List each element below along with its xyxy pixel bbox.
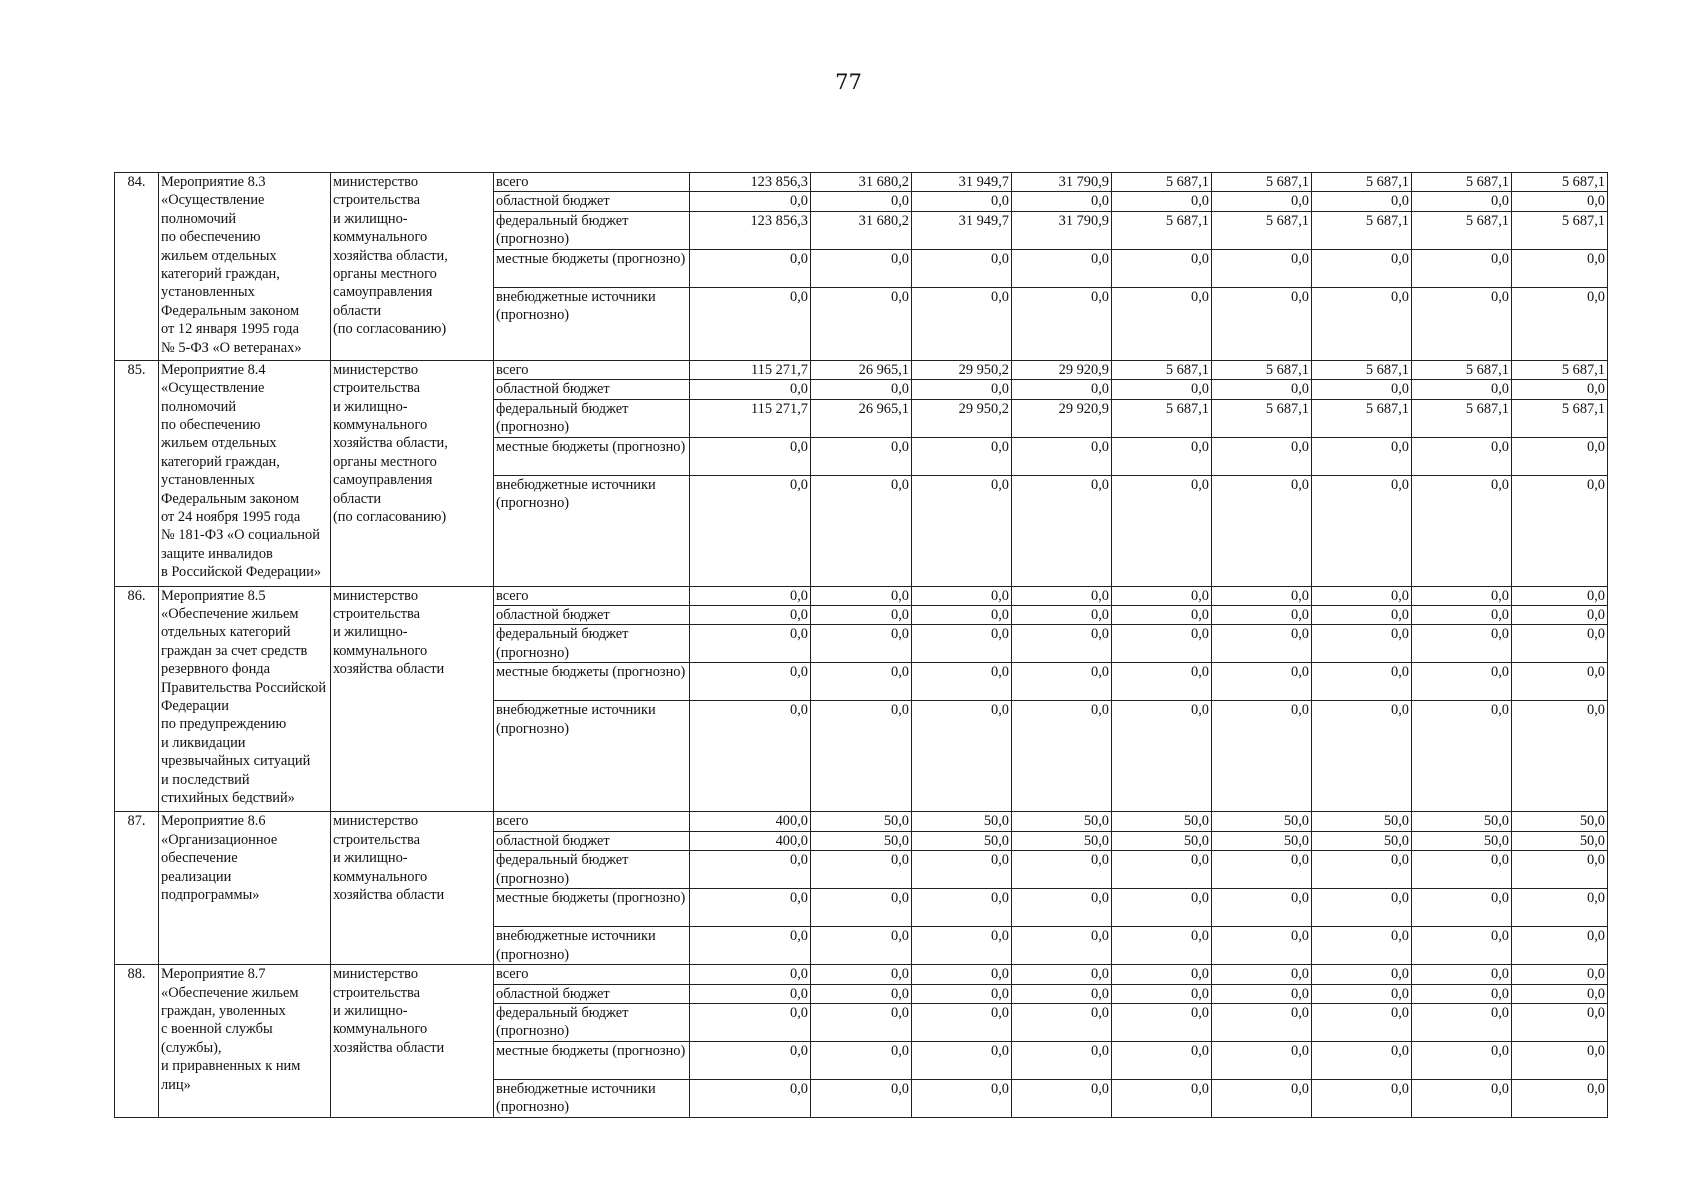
- amount-cell: 0,0: [912, 606, 1012, 625]
- amount-cell: 0,0: [1012, 625, 1112, 663]
- amount-cell: 0,0: [1112, 625, 1212, 663]
- funding-source: федеральный бюджет (прогнозно): [494, 1004, 690, 1042]
- amount-cell: 0,0: [1312, 586, 1412, 605]
- amount-cell: 0,0: [1512, 1042, 1608, 1080]
- amount-cell: 31 680,2: [811, 173, 912, 192]
- amount-cell: 0,0: [811, 192, 912, 211]
- amount-cell: 0,0: [811, 380, 912, 399]
- amount-cell: 0,0: [912, 984, 1012, 1003]
- amount-cell: 50,0: [811, 831, 912, 850]
- amount-cell: 0,0: [1012, 586, 1112, 605]
- amount-cell: 0,0: [690, 851, 811, 889]
- amount-cell: 0,0: [1112, 889, 1212, 927]
- amount-cell: 0,0: [1112, 701, 1212, 812]
- row-number: 86.: [115, 586, 159, 812]
- amount-cell: 115 271,7: [690, 360, 811, 379]
- amount-cell: 50,0: [1112, 812, 1212, 831]
- amount-cell: 5 687,1: [1212, 211, 1312, 249]
- executor: министерство строительства и жилищно- коммунального хозяйства области: [331, 812, 494, 965]
- amount-cell: 0,0: [912, 889, 1012, 927]
- amount-cell: 0,0: [690, 625, 811, 663]
- amount-cell: 0,0: [690, 984, 811, 1003]
- row-number: 88.: [115, 965, 159, 1118]
- amount-cell: 0,0: [690, 701, 811, 812]
- amount-cell: 0,0: [1112, 663, 1212, 701]
- executor: министерство строительства и жилищно- коммунального хозяйства области: [331, 965, 494, 1118]
- measure-name: Мероприятие 8.3 «Осуществление полномочий по обеспечению жильем отдельных категорий граждан, установленных Федеральным законом от 12 января 1995 года № 5-ФЗ «О ветеранах»: [159, 173, 331, 361]
- funding-source: федеральный бюджет (прогнозно): [494, 851, 690, 889]
- amount-cell: 5 687,1: [1112, 399, 1212, 437]
- amount-cell: 0,0: [1112, 475, 1212, 586]
- amount-cell: 5 687,1: [1412, 360, 1512, 379]
- amount-cell: 0,0: [1512, 249, 1608, 287]
- amount-cell: 0,0: [1512, 889, 1608, 927]
- amount-cell: 0,0: [1112, 437, 1212, 475]
- table-body: [115, 173, 1608, 1118]
- amount-cell: 0,0: [1112, 927, 1212, 965]
- amount-cell: 0,0: [1312, 249, 1412, 287]
- amount-cell: 0,0: [1512, 851, 1608, 889]
- funding-source: областной бюджет: [494, 831, 690, 850]
- amount-cell: 50,0: [1312, 812, 1412, 831]
- amount-cell: 0,0: [690, 663, 811, 701]
- amount-cell: 50,0: [1512, 812, 1608, 831]
- amount-cell: 0,0: [1212, 701, 1312, 812]
- amount-cell: 0,0: [1212, 249, 1312, 287]
- amount-cell: 0,0: [1512, 701, 1608, 812]
- amount-cell: 0,0: [1212, 1004, 1312, 1042]
- amount-cell: 0,0: [1312, 475, 1412, 586]
- amount-cell: 0,0: [811, 1004, 912, 1042]
- amount-cell: 0,0: [1212, 380, 1312, 399]
- amount-cell: 0,0: [1512, 606, 1608, 625]
- amount-cell: 0,0: [1412, 965, 1512, 984]
- amount-cell: 0,0: [811, 586, 912, 605]
- amount-cell: 0,0: [1212, 287, 1312, 360]
- amount-cell: 0,0: [690, 249, 811, 287]
- amount-cell: 0,0: [1212, 437, 1312, 475]
- amount-cell: 0,0: [811, 965, 912, 984]
- amount-cell: 0,0: [912, 851, 1012, 889]
- amount-cell: 0,0: [811, 663, 912, 701]
- amount-cell: 0,0: [1012, 701, 1112, 812]
- amount-cell: 0,0: [811, 984, 912, 1003]
- amount-cell: 0,0: [811, 475, 912, 586]
- amount-cell: 0,0: [690, 965, 811, 984]
- amount-cell: 0,0: [811, 287, 912, 360]
- amount-cell: 0,0: [1212, 625, 1312, 663]
- amount-cell: 0,0: [1412, 1004, 1512, 1042]
- amount-cell: 31 790,9: [1012, 173, 1112, 192]
- amount-cell: 0,0: [690, 586, 811, 605]
- amount-cell: 5 687,1: [1412, 173, 1512, 192]
- amount-cell: 0,0: [1012, 475, 1112, 586]
- amount-cell: 29 920,9: [1012, 360, 1112, 379]
- amount-cell: 115 271,7: [690, 399, 811, 437]
- amount-cell: 0,0: [690, 192, 811, 211]
- amount-cell: 0,0: [1512, 287, 1608, 360]
- amount-cell: 50,0: [1412, 831, 1512, 850]
- amount-cell: 0,0: [811, 1080, 912, 1118]
- funding-source: всего: [494, 812, 690, 831]
- funding-source: областной бюджет: [494, 380, 690, 399]
- amount-cell: 0,0: [1512, 663, 1608, 701]
- amount-cell: 29 950,2: [912, 399, 1012, 437]
- row-number: 85.: [115, 360, 159, 586]
- amount-cell: 0,0: [1012, 1004, 1112, 1042]
- amount-cell: 0,0: [1412, 287, 1512, 360]
- amount-cell: 0,0: [912, 287, 1012, 360]
- amount-cell: 0,0: [912, 1042, 1012, 1080]
- funding-source: всего: [494, 173, 690, 192]
- amount-cell: 0,0: [1012, 1042, 1112, 1080]
- amount-cell: 26 965,1: [811, 399, 912, 437]
- amount-cell: 0,0: [1112, 1042, 1212, 1080]
- amount-cell: 5 687,1: [1512, 399, 1608, 437]
- funding-source: областной бюджет: [494, 606, 690, 625]
- funding-source: всего: [494, 586, 690, 605]
- amount-cell: 0,0: [1312, 380, 1412, 399]
- amount-cell: 0,0: [1112, 586, 1212, 605]
- amount-cell: 0,0: [1412, 380, 1512, 399]
- funding-source: областной бюджет: [494, 984, 690, 1003]
- measure-name: Мероприятие 8.5 «Обеспечение жильем отдельных категорий граждан за счет средств резервного фонда Правительства Российской Федерации по предупреждению и ликвидации чрезвычайных ситуаций и последствий стихийных бедствий»: [159, 586, 331, 812]
- amount-cell: 0,0: [1312, 889, 1412, 927]
- amount-cell: 50,0: [912, 831, 1012, 850]
- amount-cell: 0,0: [1312, 701, 1412, 812]
- amount-cell: 0,0: [811, 851, 912, 889]
- amount-cell: 0,0: [811, 701, 912, 812]
- amount-cell: 0,0: [1412, 927, 1512, 965]
- amount-cell: 0,0: [1112, 249, 1212, 287]
- amount-cell: 50,0: [1112, 831, 1212, 850]
- amount-cell: 0,0: [1412, 1080, 1512, 1118]
- table-row: [115, 812, 1608, 831]
- amount-cell: 0,0: [912, 1080, 1012, 1118]
- amount-cell: 50,0: [912, 812, 1012, 831]
- amount-cell: 0,0: [1512, 927, 1608, 965]
- amount-cell: 0,0: [690, 1080, 811, 1118]
- funding-source: внебюджетные источники (прогнозно): [494, 701, 690, 812]
- amount-cell: 50,0: [1512, 831, 1608, 850]
- amount-cell: 0,0: [811, 606, 912, 625]
- amount-cell: 0,0: [1312, 984, 1412, 1003]
- amount-cell: 0,0: [690, 889, 811, 927]
- funding-source: местные бюджеты (прогнозно): [494, 663, 690, 701]
- amount-cell: 0,0: [912, 701, 1012, 812]
- amount-cell: 50,0: [1212, 812, 1312, 831]
- amount-cell: 5 687,1: [1112, 173, 1212, 192]
- amount-cell: 0,0: [1112, 851, 1212, 889]
- amount-cell: 0,0: [1012, 380, 1112, 399]
- amount-cell: 0,0: [1412, 586, 1512, 605]
- amount-cell: 0,0: [1212, 851, 1312, 889]
- amount-cell: 0,0: [690, 927, 811, 965]
- amount-cell: 0,0: [912, 192, 1012, 211]
- amount-cell: 0,0: [1312, 965, 1412, 984]
- amount-cell: 0,0: [912, 249, 1012, 287]
- amount-cell: 0,0: [690, 475, 811, 586]
- funding-source: местные бюджеты (прогнозно): [494, 1042, 690, 1080]
- funding-source: местные бюджеты (прогнозно): [494, 437, 690, 475]
- amount-cell: 0,0: [1212, 965, 1312, 984]
- amount-cell: 0,0: [1312, 192, 1412, 211]
- amount-cell: 0,0: [1012, 663, 1112, 701]
- amount-cell: 400,0: [690, 831, 811, 850]
- amount-cell: 0,0: [1312, 851, 1412, 889]
- amount-cell: 5 687,1: [1312, 211, 1412, 249]
- budget-table: [114, 172, 1608, 1118]
- amount-cell: 0,0: [1312, 927, 1412, 965]
- amount-cell: 0,0: [1512, 380, 1608, 399]
- amount-cell: 0,0: [1212, 663, 1312, 701]
- amount-cell: 0,0: [912, 586, 1012, 605]
- amount-cell: 123 856,3: [690, 173, 811, 192]
- funding-source: внебюджетные источники (прогнозно): [494, 287, 690, 360]
- funding-source: внебюджетные источники (прогнозно): [494, 1080, 690, 1118]
- amount-cell: 0,0: [690, 380, 811, 399]
- amount-cell: 0,0: [1412, 192, 1512, 211]
- amount-cell: 0,0: [1212, 1080, 1312, 1118]
- amount-cell: 0,0: [1112, 965, 1212, 984]
- amount-cell: 0,0: [690, 1004, 811, 1042]
- table-row: [115, 173, 1608, 192]
- amount-cell: 0,0: [912, 437, 1012, 475]
- amount-cell: 5 687,1: [1112, 360, 1212, 379]
- funding-source: областной бюджет: [494, 192, 690, 211]
- amount-cell: 0,0: [1412, 475, 1512, 586]
- amount-cell: 50,0: [1012, 812, 1112, 831]
- amount-cell: 0,0: [811, 625, 912, 663]
- amount-cell: 0,0: [1512, 1004, 1608, 1042]
- amount-cell: 0,0: [1112, 287, 1212, 360]
- measure-name: Мероприятие 8.4 «Осуществление полномочий по обеспечению жильем отдельных категорий граждан, установленных Федеральным законом от 24 ноября 1995 года № 181-ФЗ «О социальной защите инвалидов в Российской Федерации»: [159, 360, 331, 586]
- funding-source: внебюджетные источники (прогнозно): [494, 475, 690, 586]
- funding-source: местные бюджеты (прогнозно): [494, 249, 690, 287]
- amount-cell: 0,0: [1412, 889, 1512, 927]
- funding-source: всего: [494, 965, 690, 984]
- amount-cell: 50,0: [1412, 812, 1512, 831]
- amount-cell: 0,0: [1412, 701, 1512, 812]
- amount-cell: 0,0: [1312, 663, 1412, 701]
- executor: министерство строительства и жилищно- коммунального хозяйства области: [331, 586, 494, 812]
- amount-cell: 0,0: [1012, 889, 1112, 927]
- amount-cell: 0,0: [1512, 437, 1608, 475]
- amount-cell: 0,0: [1012, 287, 1112, 360]
- amount-cell: 0,0: [1312, 1004, 1412, 1042]
- amount-cell: 0,0: [1012, 1080, 1112, 1118]
- amount-cell: 0,0: [811, 437, 912, 475]
- amount-cell: 5 687,1: [1312, 360, 1412, 379]
- amount-cell: 0,0: [811, 1042, 912, 1080]
- amount-cell: 0,0: [811, 889, 912, 927]
- amount-cell: 0,0: [1512, 586, 1608, 605]
- amount-cell: 0,0: [912, 625, 1012, 663]
- amount-cell: 0,0: [811, 249, 912, 287]
- amount-cell: 5 687,1: [1412, 211, 1512, 249]
- row-number: 84.: [115, 173, 159, 361]
- amount-cell: 26 965,1: [811, 360, 912, 379]
- amount-cell: 0,0: [1012, 851, 1112, 889]
- amount-cell: 5 687,1: [1312, 173, 1412, 192]
- amount-cell: 0,0: [912, 663, 1012, 701]
- funding-source: федеральный бюджет (прогнозно): [494, 399, 690, 437]
- amount-cell: 0,0: [1112, 192, 1212, 211]
- amount-cell: 0,0: [690, 437, 811, 475]
- amount-cell: 0,0: [1412, 663, 1512, 701]
- amount-cell: 0,0: [1512, 1080, 1608, 1118]
- amount-cell: 0,0: [1312, 437, 1412, 475]
- amount-cell: 5 687,1: [1412, 399, 1512, 437]
- amount-cell: 0,0: [1112, 380, 1212, 399]
- amount-cell: 0,0: [1212, 606, 1312, 625]
- amount-cell: 0,0: [1312, 606, 1412, 625]
- amount-cell: 5 687,1: [1512, 360, 1608, 379]
- amount-cell: 0,0: [1512, 475, 1608, 586]
- amount-cell: 29 950,2: [912, 360, 1012, 379]
- amount-cell: 0,0: [1412, 1042, 1512, 1080]
- amount-cell: 5 687,1: [1112, 211, 1212, 249]
- row-number: 87.: [115, 812, 159, 965]
- amount-cell: 0,0: [912, 965, 1012, 984]
- amount-cell: 0,0: [1112, 984, 1212, 1003]
- amount-cell: 0,0: [690, 287, 811, 360]
- amount-cell: 50,0: [1212, 831, 1312, 850]
- amount-cell: 0,0: [690, 1042, 811, 1080]
- measure-name: Мероприятие 8.7 «Обеспечение жильем граждан, уволенных с военной службы (службы), и приравненных к ним лиц»: [159, 965, 331, 1118]
- amount-cell: 0,0: [1012, 606, 1112, 625]
- amount-cell: 0,0: [1012, 437, 1112, 475]
- amount-cell: 5 687,1: [1212, 399, 1312, 437]
- amount-cell: 0,0: [912, 475, 1012, 586]
- amount-cell: 0,0: [1212, 586, 1312, 605]
- amount-cell: 0,0: [1012, 927, 1112, 965]
- amount-cell: 0,0: [1312, 287, 1412, 360]
- amount-cell: 5 687,1: [1212, 360, 1312, 379]
- amount-cell: 0,0: [1212, 192, 1312, 211]
- amount-cell: 31 790,9: [1012, 211, 1112, 249]
- amount-cell: 0,0: [1012, 984, 1112, 1003]
- amount-cell: 5 687,1: [1512, 211, 1608, 249]
- amount-cell: 0,0: [1012, 192, 1112, 211]
- amount-cell: 0,0: [1112, 1080, 1212, 1118]
- amount-cell: 50,0: [1012, 831, 1112, 850]
- amount-cell: 0,0: [1412, 851, 1512, 889]
- amount-cell: 400,0: [690, 812, 811, 831]
- amount-cell: 0,0: [1312, 1042, 1412, 1080]
- amount-cell: 5 687,1: [1212, 173, 1312, 192]
- amount-cell: 0,0: [1412, 984, 1512, 1003]
- amount-cell: 31 949,7: [912, 173, 1012, 192]
- amount-cell: 0,0: [912, 927, 1012, 965]
- amount-cell: 0,0: [912, 1004, 1012, 1042]
- amount-cell: 50,0: [811, 812, 912, 831]
- funding-source: всего: [494, 360, 690, 379]
- amount-cell: 0,0: [1312, 1080, 1412, 1118]
- amount-cell: 0,0: [1512, 984, 1608, 1003]
- table-row: [115, 965, 1608, 984]
- executor: министерство строительства и жилищно- коммунального хозяйства области, органы местного самоуправления области (по согласованию): [331, 360, 494, 586]
- amount-cell: 0,0: [1112, 606, 1212, 625]
- amount-cell: 0,0: [1412, 437, 1512, 475]
- amount-cell: 0,0: [1212, 1042, 1312, 1080]
- table-row: [115, 360, 1608, 379]
- table-row: [115, 586, 1608, 605]
- amount-cell: 0,0: [1512, 625, 1608, 663]
- amount-cell: 0,0: [1412, 625, 1512, 663]
- amount-cell: 0,0: [1312, 625, 1412, 663]
- amount-cell: 29 920,9: [1012, 399, 1112, 437]
- amount-cell: 0,0: [811, 927, 912, 965]
- amount-cell: 0,0: [1412, 606, 1512, 625]
- amount-cell: 0,0: [690, 606, 811, 625]
- amount-cell: 0,0: [1212, 889, 1312, 927]
- amount-cell: 0,0: [1212, 475, 1312, 586]
- amount-cell: 0,0: [1112, 1004, 1212, 1042]
- amount-cell: 0,0: [1012, 965, 1112, 984]
- funding-source: федеральный бюджет (прогнозно): [494, 625, 690, 663]
- amount-cell: 5 687,1: [1312, 399, 1412, 437]
- amount-cell: 5 687,1: [1512, 173, 1608, 192]
- executor: министерство строительства и жилищно- коммунального хозяйства области, органы местного самоуправления области (по согласованию): [331, 173, 494, 361]
- measure-name: Мероприятие 8.6 «Организационное обеспечение реализации подпрограммы»: [159, 812, 331, 965]
- amount-cell: 31 949,7: [912, 211, 1012, 249]
- funding-source: федеральный бюджет (прогнозно): [494, 211, 690, 249]
- amount-cell: 0,0: [1212, 927, 1312, 965]
- amount-cell: 123 856,3: [690, 211, 811, 249]
- amount-cell: 50,0: [1312, 831, 1412, 850]
- amount-cell: 0,0: [1412, 249, 1512, 287]
- funding-source: внебюджетные источники (прогнозно): [494, 927, 690, 965]
- amount-cell: 0,0: [1512, 192, 1608, 211]
- amount-cell: 0,0: [1512, 965, 1608, 984]
- amount-cell: 31 680,2: [811, 211, 912, 249]
- page-number: 77: [835, 70, 862, 94]
- amount-cell: 0,0: [1012, 249, 1112, 287]
- amount-cell: 0,0: [1212, 984, 1312, 1003]
- amount-cell: 0,0: [912, 380, 1012, 399]
- funding-source: местные бюджеты (прогнозно): [494, 889, 690, 927]
